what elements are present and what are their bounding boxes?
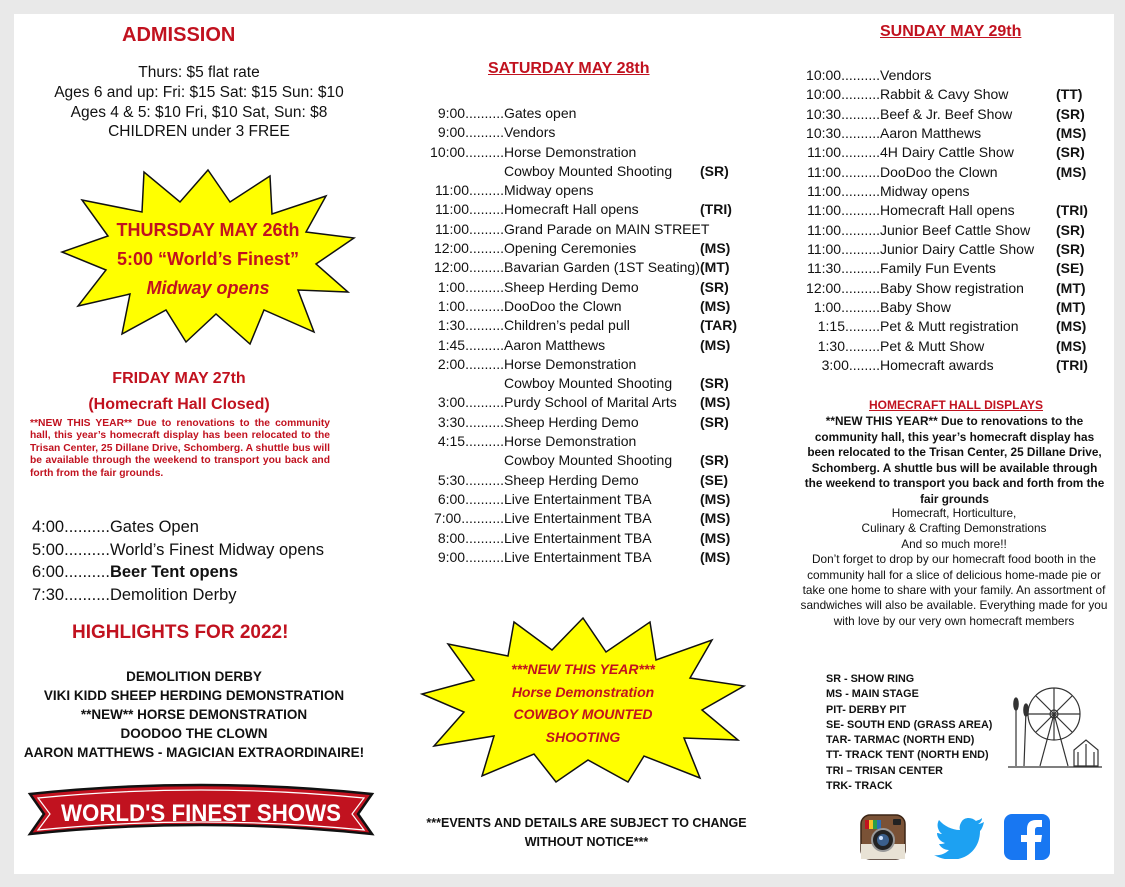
sunday-row-location: (MS) bbox=[1056, 125, 1087, 142]
sunday-row-time-text: 10:00 bbox=[806, 67, 842, 83]
saturday-row bbox=[406, 258, 746, 277]
saturday-row bbox=[406, 374, 746, 393]
sunday-row bbox=[794, 259, 1094, 278]
saturday-row-dots: ......... bbox=[468, 259, 504, 276]
sunday-row-event: Pet & Mutt registration bbox=[880, 318, 1019, 335]
saturday-row-location: (SR) bbox=[700, 452, 729, 469]
saturday-row-time-text: 3:30 bbox=[437, 413, 466, 430]
saturday-row-time-text: 11:00 bbox=[434, 220, 469, 237]
saturday-row bbox=[406, 548, 746, 567]
saturday-row-time bbox=[406, 220, 504, 239]
sunday-row-time-text: 10:30 bbox=[806, 105, 842, 122]
saturday-row-dots: .......... bbox=[465, 529, 504, 546]
sunday-row-location: (MS) bbox=[1056, 163, 1087, 180]
sunday-row-time-text: 11:00 bbox=[807, 144, 842, 161]
legend-item: TAR- TARMAC (NORTH END) bbox=[826, 734, 975, 747]
saturday-row-time-text: 9:00 bbox=[437, 124, 466, 141]
sunday-title: SUNDAY MAY 29th bbox=[880, 23, 1022, 40]
saturday-row-event: Cowboy Mounted Shooting bbox=[504, 162, 673, 179]
saturday-row-event: Homecraft Hall opens bbox=[504, 201, 639, 218]
sunday-row-time bbox=[794, 356, 880, 375]
saturday-row-time bbox=[406, 432, 504, 451]
saturday-row-location: (MS) bbox=[700, 394, 731, 411]
saturday-row-location: (SR) bbox=[700, 162, 729, 179]
sunday-row-event: Aaron Matthews bbox=[880, 125, 982, 142]
sunday-row-time-text: 11:00 bbox=[807, 202, 842, 219]
saturday-row-location: (MS) bbox=[700, 510, 731, 527]
saturday-row-time-text: 10:00 bbox=[430, 143, 466, 160]
sunday-row-time bbox=[794, 259, 880, 278]
location-legend bbox=[826, 672, 992, 794]
saturday-row-time-text: 12:00 bbox=[433, 240, 469, 257]
sunday-row-time-text: 10:00 bbox=[806, 86, 842, 103]
legend-item: TRK- TRACK bbox=[826, 780, 893, 793]
legend-item: MS - MAIN STAGE bbox=[826, 688, 919, 701]
highlight-item: DEMOLITION DERBY bbox=[126, 669, 262, 684]
saturday-row-time-text: 9:00 bbox=[437, 548, 466, 565]
sunday-row bbox=[794, 66, 1094, 85]
saturday-row-time-text: 1:45 bbox=[437, 336, 466, 353]
saturday-row bbox=[406, 432, 746, 451]
sunday-row-location: (MS) bbox=[1056, 337, 1087, 354]
friday-row: 7:30..........Demolition Derby bbox=[32, 586, 237, 604]
saturday-row-time bbox=[406, 258, 504, 277]
saturday-row-event: Cowboy Mounted Shooting bbox=[504, 375, 673, 392]
change-notice: ***EVENTS AND DETAILS ARE SUBJECT TO CHANGE WITHOUT NOTICE*** bbox=[426, 816, 747, 849]
sunday-row bbox=[794, 221, 1094, 240]
saturday-row-dots: ......... bbox=[468, 220, 504, 237]
sunday-row-dots: ........ bbox=[848, 357, 880, 374]
sunday-row-event: Homecraft awards bbox=[880, 357, 994, 374]
sunday-row-time-text: 12:00 bbox=[806, 279, 842, 296]
sunday-row-location: (SR) bbox=[1056, 105, 1085, 122]
legend-item: SE- SOUTH END (GRASS AREA) bbox=[826, 718, 993, 731]
sunday-row-time bbox=[794, 298, 880, 317]
sunday-row-time-text: 11:30 bbox=[807, 260, 842, 277]
sunday-row bbox=[794, 279, 1094, 298]
sunday-row-time bbox=[794, 221, 880, 240]
saturday-row-location: (MT) bbox=[700, 259, 730, 276]
admission-line: Ages 6 and up: Fri: $15 Sat: $15 Sun: $10 bbox=[54, 84, 344, 101]
saturday-row-dots: .......... bbox=[465, 336, 504, 353]
legend-item: SR - SHOW RING bbox=[826, 673, 915, 685]
saturday-row bbox=[406, 181, 746, 200]
saturday-row-dots: .......... bbox=[465, 490, 504, 507]
saturday-row-location: (MS) bbox=[700, 529, 731, 546]
sunday-row-location: (TRI) bbox=[1056, 357, 1088, 374]
saturday-row-event: Horse Demonstration bbox=[504, 433, 637, 450]
saturday-row-dots: .......... bbox=[465, 105, 504, 121]
saturday-row-time bbox=[406, 181, 504, 200]
sunday-row-event: Rabbit & Cavy Show bbox=[880, 86, 1009, 103]
sunday-row-location: (TRI) bbox=[1056, 202, 1088, 219]
sunday-row-time bbox=[794, 317, 880, 336]
sunday-row-time bbox=[794, 201, 880, 220]
saturday-row-event: DooDoo the Clown bbox=[504, 297, 622, 314]
sunday-row-location: (SE) bbox=[1056, 260, 1084, 277]
saturday-title: SATURDAY MAY 28th bbox=[488, 60, 650, 77]
sunday-row bbox=[794, 85, 1094, 104]
sunday-row-time-text: 1:30 bbox=[817, 337, 845, 354]
saturday-row-location: (MS) bbox=[700, 490, 731, 507]
sunday-row-time bbox=[794, 279, 880, 298]
fair-schedule-sheet bbox=[14, 14, 1114, 874]
saturday-row-event: Children’s pedal pull bbox=[504, 317, 630, 334]
saturday-row-dots: .......... bbox=[465, 317, 504, 334]
saturday-row-time-text: 3:00 bbox=[437, 394, 466, 411]
friday-note: **NEW THIS YEAR** Due to renovations to the community hall, this year’s homecraft display has been relocated to the Trisan Center, 25 Dillane Drive, Schomberg. A shuttle bus will be available through the weekend to transport you back and forth from the fair grounds. bbox=[30, 418, 330, 479]
sunday-row-time bbox=[794, 85, 880, 104]
saturday-row-time bbox=[406, 355, 504, 374]
homecraft-body-line: And so much more!! bbox=[901, 536, 1007, 551]
saturday-row-dots: ........... bbox=[461, 510, 504, 527]
saturday-row-dots: .......... bbox=[465, 471, 504, 488]
saturday-row-dots: .......... bbox=[465, 548, 504, 565]
sunday-row-time-text: 11:00 bbox=[807, 241, 842, 258]
saturday-row-dots: .......... bbox=[465, 394, 504, 411]
sunday-row-time-text: 11:00 bbox=[807, 183, 842, 200]
saturday-row bbox=[406, 123, 746, 142]
sunday-row-dots: .......... bbox=[841, 144, 880, 161]
sunday-row bbox=[794, 182, 1094, 201]
sunday-row-dots: .......... bbox=[841, 279, 880, 296]
sunday-row-event: 4H Dairy Cattle Show bbox=[880, 144, 1014, 161]
saturday-row-location: (SE) bbox=[700, 471, 728, 488]
highlight-item: VIKI KIDD SHEEP HERDING DEMONSTRATION bbox=[43, 688, 345, 703]
sunday-row-dots: ......... bbox=[844, 337, 880, 354]
sunday-row-time-text: 11:00 bbox=[807, 221, 842, 238]
saturday-row bbox=[406, 162, 746, 181]
saturday-row-dots: ......... bbox=[468, 201, 504, 218]
saturday-row-dots: ......... bbox=[468, 182, 504, 199]
saturday-row-time-text: 8:00 bbox=[437, 529, 466, 546]
sunday-row-dots: .......... bbox=[841, 241, 880, 258]
saturday-row-time bbox=[406, 104, 504, 123]
saturday-row-time bbox=[406, 316, 504, 335]
friday-row: 6:00..........Beer Tent opens bbox=[32, 563, 239, 581]
legend-item: PIT- DERBY PIT bbox=[826, 703, 907, 716]
sunday-row bbox=[794, 240, 1094, 259]
saturday-row-location: (SR) bbox=[700, 375, 729, 392]
friday-subtitle: (Homecraft Hall Closed) bbox=[88, 396, 270, 413]
saturday-row-time bbox=[406, 278, 504, 297]
twitter-icon[interactable] bbox=[934, 817, 986, 859]
saturday-row bbox=[406, 471, 746, 490]
saturday-row-time-text: 7:00 bbox=[433, 510, 462, 527]
saturday-row-event: Horse Demonstration bbox=[504, 143, 637, 160]
saturday-row-event: Horse Demonstration bbox=[504, 355, 637, 372]
highlights-title: HIGHLIGHTS FOR 2022! bbox=[72, 622, 289, 643]
sunday-row bbox=[794, 317, 1094, 336]
sunday-row-event: Baby Show bbox=[880, 299, 951, 316]
saturday-row-dots: .......... bbox=[465, 413, 504, 430]
saturday-row-event: Gates open bbox=[504, 105, 577, 121]
sunday-row-time bbox=[794, 163, 880, 182]
saturday-row-event: Bavarian Garden (1ST Seating) bbox=[504, 259, 700, 276]
sunday-row-time-text: 1:00 bbox=[813, 299, 842, 316]
highlight-item: AARON MATTHEWS - MAGICIAN EXTRAORDINAIRE! bbox=[23, 745, 365, 760]
sunday-row-dots: .......... bbox=[841, 260, 880, 277]
saturday-row bbox=[406, 509, 746, 528]
saturday-row bbox=[406, 529, 746, 548]
saturday-row bbox=[406, 278, 746, 297]
sunday-row-time-text: 3:00 bbox=[821, 357, 849, 374]
ferris-wheel-icon bbox=[1004, 674, 1104, 774]
saturday-row-time-text: 2:00 bbox=[437, 355, 466, 372]
sunday-row-dots: .......... bbox=[841, 163, 880, 180]
sunday-row-dots: .......... bbox=[841, 86, 880, 103]
saturday-row-event: Sheep Herding Demo bbox=[504, 471, 639, 488]
thursday-line-3: Midway opens bbox=[146, 278, 270, 298]
worlds-finest-shows-logo bbox=[26, 780, 376, 844]
homecraft-body-line: Don’t forget to drop by our homecraft food booth in the community hall for a slice of delicious home-made pie or take one home to share with your family. An assortment of sandwiches will also be available. Everything made for you with love by our very own homecraft members bbox=[800, 552, 1108, 628]
highlight-item: DOODOO THE CLOWN bbox=[120, 726, 268, 741]
sunday-row-location: (SR) bbox=[1056, 241, 1085, 258]
legend-item: TT- TRACK TENT (NORTH END) bbox=[826, 749, 989, 762]
saturday-row-time-text: 6:00 bbox=[437, 490, 466, 507]
friday-title: FRIDAY MAY 27th bbox=[112, 370, 246, 387]
sunday-row-event: Family Fun Events bbox=[880, 260, 996, 277]
saturday-row-dots: .......... bbox=[465, 124, 504, 141]
sunday-row bbox=[794, 124, 1094, 143]
homecraft-body-line: Culinary & Crafting Demonstrations bbox=[861, 521, 1047, 536]
saturday-row-time-text: 11:00 bbox=[434, 201, 469, 218]
saturday-row-time-text: 11:00 bbox=[434, 182, 469, 199]
saturday-row-time bbox=[406, 336, 504, 355]
homecraft-note: **NEW THIS YEAR** Due to renovations to the community hall, this year’s homecraft display has been relocated to the Trisan Center, 25 Dillane Drive, Schomberg. A shuttle bus will be available through the weekend to transport you back and forth from the fair grounds bbox=[804, 414, 1105, 506]
sunday-row-event: Homecraft Hall opens bbox=[880, 202, 1015, 219]
sunday-row bbox=[794, 356, 1094, 375]
saturday-row-event: Grand Parade on MAIN STREET bbox=[504, 220, 710, 237]
saturday-schedule bbox=[406, 104, 746, 567]
homecraft-body-line: Homecraft, Horticulture, bbox=[891, 506, 1017, 520]
sunday-row bbox=[794, 337, 1094, 356]
saturday-row-event: Cowboy Mounted Shooting bbox=[504, 452, 673, 469]
new-burst-line-2: Horse Demonstration bbox=[511, 683, 655, 700]
sunday-row bbox=[794, 105, 1094, 124]
legend-item: TRI – TRISAN CENTER bbox=[826, 764, 943, 777]
highlight-item: **NEW** HORSE DEMONSTRATION bbox=[80, 707, 308, 722]
saturday-row-location: (MS) bbox=[700, 548, 731, 565]
saturday-row-dots: .......... bbox=[465, 297, 504, 314]
sunday-row-location: (SR) bbox=[1056, 144, 1085, 161]
saturday-row bbox=[406, 355, 746, 374]
saturday-row bbox=[406, 451, 746, 470]
saturday-row bbox=[406, 490, 746, 509]
saturday-row-time-text: 1:00 bbox=[437, 278, 466, 295]
new-burst-line-4: SHOOTING bbox=[545, 728, 621, 745]
saturday-row-event: Vendors bbox=[504, 124, 556, 141]
saturday-row-time-text: 4:15 bbox=[437, 433, 466, 450]
sunday-row-dots: .......... bbox=[841, 221, 880, 238]
saturday-row-time-text: 12:00 bbox=[433, 259, 469, 276]
saturday-row-dots: .......... bbox=[465, 278, 504, 295]
saturday-row-time bbox=[406, 297, 504, 316]
saturday-row-time bbox=[406, 413, 504, 432]
saturday-row-location: (MS) bbox=[700, 336, 731, 353]
saturday-row-event: Midway opens bbox=[504, 182, 594, 199]
sunday-row-time-text: 1:15 bbox=[817, 318, 845, 335]
admission-title: ADMISSION bbox=[122, 24, 236, 46]
sunday-row-location: (MS) bbox=[1056, 318, 1087, 335]
thursday-line-2: 5:00 “World’s Finest” bbox=[116, 249, 300, 269]
sunday-row-time bbox=[794, 337, 880, 356]
saturday-row-time bbox=[406, 123, 504, 142]
saturday-row-time bbox=[406, 393, 504, 412]
saturday-row bbox=[406, 104, 746, 123]
thursday-line-1: THURSDAY MAY 26th bbox=[116, 220, 300, 240]
worlds-finest-shows-text: WORLD'S FINEST SHOWS bbox=[61, 800, 341, 827]
sunday-row-dots: ......... bbox=[844, 318, 880, 335]
saturday-row-time-text: 9:00 bbox=[437, 105, 466, 121]
friday-row: 4:00..........Gates Open bbox=[32, 518, 199, 536]
saturday-row-event: Live Entertainment TBA bbox=[504, 490, 652, 507]
admission-line: Ages 4 & 5: $10 Fri, $10 Sat, Sun: $8 bbox=[70, 104, 328, 121]
sunday-row-dots: .......... bbox=[841, 183, 880, 200]
sunday-row bbox=[794, 143, 1094, 162]
saturday-row-time bbox=[406, 471, 504, 490]
sunday-schedule bbox=[794, 66, 1094, 376]
saturday-row-location: (TAR) bbox=[700, 317, 738, 334]
sunday-row-time-text: 11:00 bbox=[807, 163, 842, 180]
new-burst-line-3: COWBOY MOUNTED bbox=[513, 706, 653, 722]
sunday-row-time-text: 10:30 bbox=[806, 125, 842, 142]
saturday-row-location: (MS) bbox=[700, 297, 731, 314]
sunday-row-time bbox=[794, 105, 880, 124]
saturday-row-event: Live Entertainment TBA bbox=[504, 529, 652, 546]
saturday-row-time-text: 1:30 bbox=[437, 317, 466, 334]
sunday-row-time bbox=[794, 143, 880, 162]
instagram-icon[interactable] bbox=[860, 814, 906, 860]
sunday-row-location: (SR) bbox=[1056, 221, 1085, 238]
sunday-row-time bbox=[794, 66, 880, 85]
saturday-row-event: Live Entertainment TBA bbox=[504, 510, 652, 527]
sunday-row-dots: .......... bbox=[841, 299, 880, 316]
saturday-row-time bbox=[406, 143, 504, 162]
saturday-row-time bbox=[406, 529, 504, 548]
sunday-row-time bbox=[794, 124, 880, 143]
homecraft-title: HOMECRAFT HALL DISPLAYS bbox=[869, 398, 1044, 412]
sunday-row-event: DooDoo the Clown bbox=[880, 163, 998, 180]
saturday-row-location: (SR) bbox=[700, 413, 729, 430]
saturday-row-time-text: 1:00 bbox=[437, 297, 466, 314]
friday-row: 5:00..........World’s Finest Midway opens bbox=[32, 541, 324, 559]
sunday-row-event: Junior Beef Cattle Show bbox=[880, 221, 1031, 238]
admission-line: Thurs: $5 flat rate bbox=[138, 64, 260, 81]
sunday-row-event: Midway opens bbox=[880, 183, 970, 200]
saturday-row bbox=[406, 200, 746, 219]
saturday-row bbox=[406, 393, 746, 412]
saturday-row-time-text: 5:30 bbox=[437, 471, 466, 488]
sunday-row-event: Pet & Mutt Show bbox=[880, 337, 985, 354]
saturday-row-location: (SR) bbox=[700, 278, 729, 295]
saturday-row bbox=[406, 336, 746, 355]
sunday-row-event: Vendors bbox=[880, 67, 932, 83]
new-burst-line-1: ***NEW THIS YEAR*** bbox=[511, 661, 655, 677]
saturday-row-event: Sheep Herding Demo bbox=[504, 278, 639, 295]
saturday-row-event: Aaron Matthews bbox=[504, 336, 606, 353]
saturday-row-event: Sheep Herding Demo bbox=[504, 413, 639, 430]
saturday-row bbox=[406, 413, 746, 432]
sunday-row-event: Beef & Jr. Beef Show bbox=[880, 105, 1013, 122]
saturday-row-dots: ......... bbox=[468, 240, 504, 257]
saturday-row-event: Opening Ceremonies bbox=[504, 240, 637, 257]
saturday-row-location: (MS) bbox=[700, 240, 731, 257]
sunday-row bbox=[794, 298, 1094, 317]
sunday-row-dots: .......... bbox=[841, 202, 880, 219]
sunday-row bbox=[794, 201, 1094, 220]
sunday-row-location: (MT) bbox=[1056, 279, 1086, 296]
saturday-row bbox=[406, 316, 746, 335]
sunday-row-dots: .......... bbox=[841, 67, 880, 83]
sunday-row bbox=[794, 163, 1094, 182]
saturday-row-time bbox=[406, 490, 504, 509]
sunday-row-dots: .......... bbox=[841, 105, 880, 122]
sunday-row-dots: .......... bbox=[841, 125, 880, 142]
homecraft-body bbox=[799, 506, 1109, 629]
saturday-row bbox=[406, 297, 746, 316]
saturday-row-time bbox=[406, 239, 504, 258]
saturday-row bbox=[406, 220, 746, 239]
saturday-row-dots: .......... bbox=[465, 143, 504, 160]
saturday-row-event: Live Entertainment TBA bbox=[504, 548, 652, 565]
saturday-row bbox=[406, 143, 746, 162]
saturday-row-dots: .......... bbox=[465, 355, 504, 372]
sunday-row-location: (TT) bbox=[1056, 86, 1083, 103]
saturday-row-time bbox=[406, 548, 504, 567]
sunday-row-time bbox=[794, 182, 880, 201]
sunday-row-time bbox=[794, 240, 880, 259]
saturday-row-location: (TRI) bbox=[700, 201, 732, 218]
saturday-row-dots: .......... bbox=[465, 433, 504, 450]
saturday-row bbox=[406, 239, 746, 258]
sunday-row-event: Junior Dairy Cattle Show bbox=[880, 241, 1035, 258]
admission-line: CHILDREN under 3 FREE bbox=[108, 123, 290, 140]
facebook-icon[interactable] bbox=[1004, 814, 1050, 860]
saturday-row-time bbox=[406, 200, 504, 219]
sunday-row-event: Baby Show registration bbox=[880, 279, 1024, 296]
saturday-row-event: Purdy School of Marital Arts bbox=[504, 394, 677, 411]
saturday-row-time bbox=[406, 509, 504, 528]
sunday-row-location: (MT) bbox=[1056, 299, 1086, 316]
